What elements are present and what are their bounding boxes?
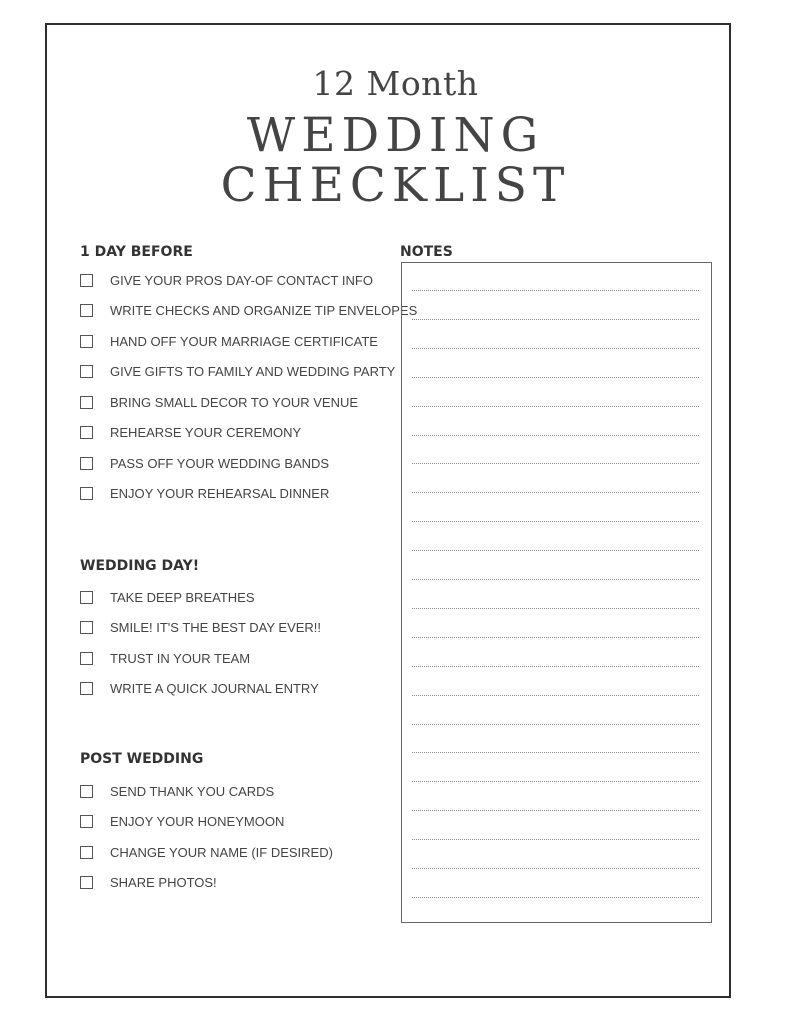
section-title-wedding-day: WEDDING DAY!	[80, 558, 200, 574]
note-line	[412, 319, 699, 320]
checklist-item-label: ENJOY YOUR REHEARSAL DINNER	[110, 486, 330, 502]
note-line	[412, 435, 699, 436]
note-line	[412, 406, 699, 407]
checklist-item[interactable]	[80, 418, 417, 449]
note-line	[412, 579, 699, 580]
checkbox[interactable]	[80, 396, 93, 409]
checklist-item[interactable]	[80, 582, 321, 613]
checkbox[interactable]	[80, 274, 93, 287]
notes-title: NOTES	[400, 244, 453, 260]
checklist-item-label: GIVE GIFTS TO FAMILY AND WEDDING PARTY	[110, 364, 396, 380]
note-line	[412, 492, 699, 493]
checklist-post-wedding	[80, 776, 333, 898]
checklist-item[interactable]	[80, 387, 417, 418]
checkbox[interactable]	[80, 365, 93, 378]
checklist-item-label: WRITE CHECKS AND ORGANIZE TIP ENVELOPES	[110, 303, 418, 319]
checklist-item[interactable]	[80, 357, 417, 388]
checklist-item-label: BRING SMALL DECOR TO YOUR VENUE	[110, 394, 359, 410]
note-line	[412, 897, 699, 898]
checkbox[interactable]	[80, 335, 93, 348]
checkbox[interactable]	[80, 591, 93, 604]
checklist-item[interactable]	[80, 837, 333, 868]
notes-box[interactable]	[401, 262, 712, 923]
header-title-checklist: CHECKLIST	[220, 158, 571, 213]
checklist-item[interactable]	[80, 807, 333, 838]
checkbox[interactable]	[80, 846, 93, 859]
checklist-item-label: TAKE DEEP BREATHES	[110, 589, 255, 605]
checklist-item-label: HAND OFF YOUR MARRIAGE CERTIFICATE	[110, 333, 378, 349]
checklist-item-label: SMILE! IT'S THE BEST DAY EVER!!	[110, 620, 322, 636]
checkbox[interactable]	[80, 815, 93, 828]
section-title-day-before: 1 DAY BEFORE	[80, 244, 193, 260]
checklist-item-label: CHANGE YOUR NAME (IF DESIRED)	[110, 844, 333, 860]
checkbox[interactable]	[80, 426, 93, 439]
note-line	[412, 637, 699, 638]
note-line	[412, 608, 699, 609]
note-line	[412, 290, 699, 291]
checkbox[interactable]	[80, 652, 93, 665]
checklist-item-label: ENJOY YOUR HONEYMOON	[110, 814, 285, 830]
note-line	[412, 781, 699, 782]
checklist-item-label: GIVE YOUR PROS DAY-OF CONTACT INFO	[110, 272, 373, 288]
checklist-item[interactable]	[80, 613, 321, 644]
checklist-item-label: SEND THANK YOU CARDS	[110, 783, 275, 799]
note-line	[412, 724, 699, 725]
note-line	[412, 348, 699, 349]
checklist-item[interactable]	[80, 643, 321, 674]
note-line	[412, 550, 699, 551]
note-line	[412, 377, 699, 378]
checklist-item[interactable]	[80, 296, 417, 327]
checklist-day-before	[80, 265, 417, 509]
checklist-item[interactable]	[80, 776, 333, 807]
note-line	[412, 695, 699, 696]
checklist-item[interactable]	[80, 448, 417, 479]
checkbox[interactable]	[80, 304, 93, 317]
checklist-item[interactable]	[80, 479, 417, 510]
note-line	[412, 868, 699, 869]
note-line	[412, 752, 699, 753]
header-title-wedding: WEDDING	[246, 108, 545, 163]
note-line	[412, 810, 699, 811]
checklist-item[interactable]	[80, 868, 333, 899]
checklist-item[interactable]	[80, 674, 321, 705]
checkbox[interactable]	[80, 487, 93, 500]
checkbox[interactable]	[80, 457, 93, 470]
checklist-item[interactable]	[80, 326, 417, 357]
checklist-wedding-day	[80, 582, 321, 704]
checkbox[interactable]	[80, 785, 93, 798]
checkbox[interactable]	[80, 682, 93, 695]
checkbox[interactable]	[80, 621, 93, 634]
checkbox[interactable]	[80, 876, 93, 889]
note-line	[412, 521, 699, 522]
note-line	[412, 666, 699, 667]
section-title-post-wedding: POST WEDDING	[80, 751, 204, 767]
header-subtitle: 12 Month	[312, 64, 479, 103]
checklist-item-label: WRITE A QUICK JOURNAL ENTRY	[110, 681, 319, 697]
checklist-item-label: SHARE PHOTOS!	[110, 875, 217, 891]
checklist-item[interactable]	[80, 265, 417, 296]
checklist-item-label: REHEARSE YOUR CEREMONY	[110, 425, 302, 441]
checklist-item-label: PASS OFF YOUR WEDDING BANDS	[110, 455, 330, 471]
checklist-item-label: TRUST IN YOUR TEAM	[110, 650, 251, 666]
note-line	[412, 463, 699, 464]
note-line	[412, 839, 699, 840]
